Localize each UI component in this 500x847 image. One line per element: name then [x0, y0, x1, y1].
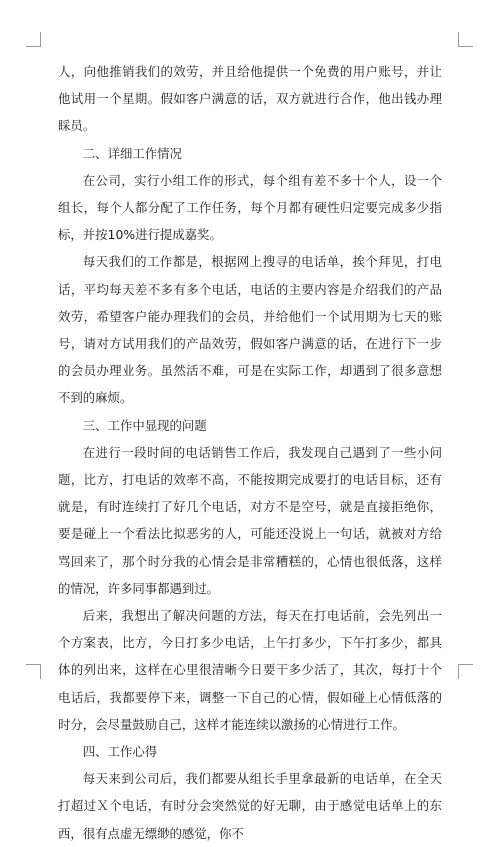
paragraph: 后来，我想出了解决问题的方法，每天在打电话前，会先列出一个方案表，比方，今日打多少电话，上午打多少，下午打多少，都具体的列出来，这样在心里很清晰今日要干多少活了，其次，每打十个电话后，我都要停下来，调整一下自己的心情，假如碰上心情低落的时分，会尽量鼓励自己，这样才能连续以激扬的心情进行工作。 — [58, 608, 442, 732]
margin-mark-top-right — [458, 32, 473, 47]
section-heading-problems: 三、工作中显现的问题 — [82, 417, 207, 433]
paragraph-continuation: 人，向他推销我们的效劳，并且给他提供一个免费的用户账号，并让他试用一个星期。假如客户满意的话，双方就进行合作，他出钱办理睬员。 — [58, 64, 442, 134]
paragraph: 每天我们的工作都是，根据网上搜寻的电话单，挨个拜见，打电话，平均每天差不多有多个电话，电话的主要内容是介绍我们的产品效劳，希望客户能办理我们的会员，并给他们一个试用期为七天的账号，请对方试用我们的产品效劳，假如客户满意的话，在进行下一步的会员办理业务。虽然活不难，可是在实际工作，却遇到了很多意想不到的麻烦。 — [58, 254, 442, 406]
margin-mark-bottom-right — [458, 664, 473, 679]
paragraph: 每天来到公司后，我们都要从组长手里拿最新的电话单，在全天打超过Ｘ个电话，有时分会突然觉的好无聊，由于感觉电话单上的东西，很有点虚无缥缈的感觉，你不 — [58, 771, 442, 841]
document-body — [58, 58, 442, 847]
paragraph: 在进行一段时间的电话销售工作后，我发现自己遇到了一些小问题，比方，打电话的效率不高，不能按期完成要打的电话目标，还有就是，有时连续打了好几个电话，对方不是空号，就是直接拒绝你，要是碰上一个看法比拟恶劣的人，可能还没说上一句话，就被对方给骂回来了，那个时分我的心情会是非常糟糕的，心情也很低落，这样的情况，许多同事都遇到过。 — [58, 444, 442, 596]
section-heading-experience: 四、工作心得 — [82, 744, 158, 760]
margin-mark-bottom-left — [26, 664, 41, 679]
margin-mark-top-left — [26, 32, 41, 47]
paragraph: 在公司，实行小组工作的形式，每个组有差不多十个人，设一个组长，每个人都分配了工作任务，每个月都有硬性归定要完成多少指标，并按10%进行提成嘉奖。 — [58, 172, 442, 243]
section-heading-details: 二、详细工作情况 — [82, 145, 182, 161]
